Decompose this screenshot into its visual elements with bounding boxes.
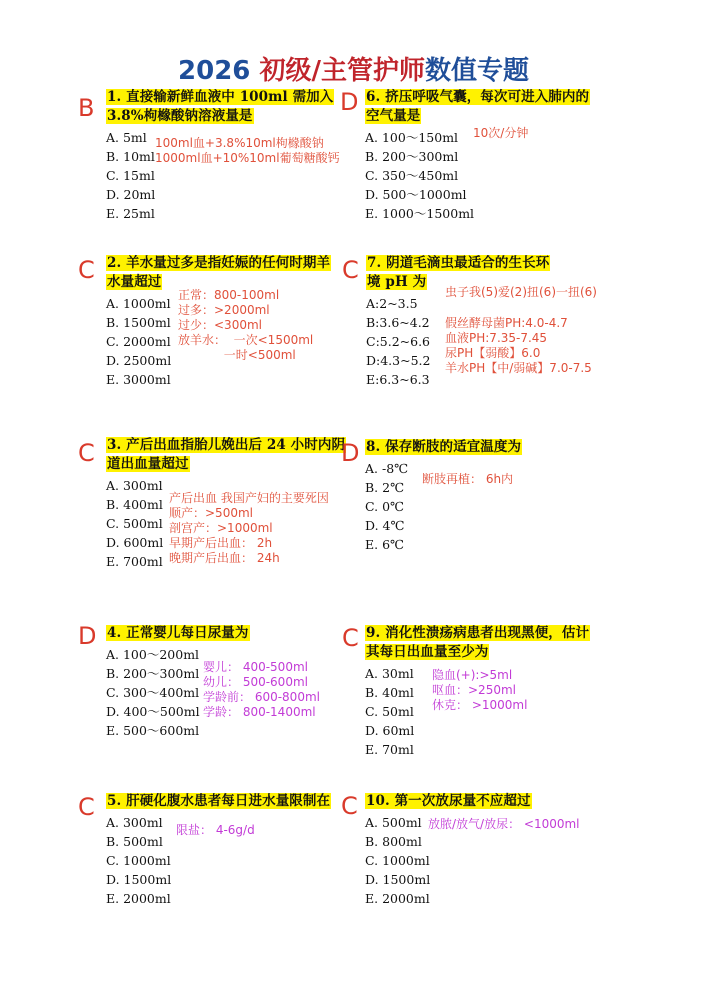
- question-line-1: 4. 正常婴儿每日尿量为: [107, 625, 249, 641]
- option-c: C. 2000ml: [106, 334, 171, 349]
- question-line-2: 3.8%枸橼酸钠溶液量是: [107, 108, 253, 124]
- option-b: B. 400ml: [106, 497, 163, 512]
- question-line-2: 其每日出血量至少为: [366, 644, 489, 660]
- option-d: D. 4℃: [365, 518, 405, 533]
- question-line-1: 8. 保存断肢的适宜温度为: [366, 439, 522, 455]
- option-a: A. 5ml: [106, 130, 147, 145]
- option-c: C. 0℃: [365, 499, 405, 514]
- annotation-line: 学龄： 800-1400ml: [203, 705, 316, 719]
- question-text: [106, 88, 351, 126]
- question-line-2: 境 pH 为: [367, 274, 427, 290]
- question-line-1: 2. 羊水量过多是指妊娠的任何时期羊: [107, 255, 331, 271]
- title-part2: 数值专题: [424, 56, 529, 86]
- answer-mark-q3: C: [78, 439, 95, 467]
- annotation-line: 休克： >1000ml: [432, 698, 528, 712]
- option-b: B:3.6~4.2: [366, 315, 430, 330]
- option-b: B. 2℃: [365, 480, 405, 495]
- option-b: B. 10ml: [106, 149, 155, 164]
- option-c: C. 1000ml: [106, 853, 171, 868]
- annotation-line: 限盐： 4-6g/d: [176, 823, 255, 837]
- options-list: [365, 128, 610, 223]
- annotation-line: 产后出血 我国产妇的主要死因: [169, 491, 329, 505]
- page-title: [0, 50, 707, 87]
- annotation-q1: [155, 136, 340, 166]
- option-e: E. 700ml: [106, 554, 163, 569]
- annotation-q10: [428, 817, 580, 832]
- annotation-q7-mnemonic: [445, 285, 597, 300]
- option-a: A. 100～150ml: [365, 130, 459, 145]
- annotation-line: 早期产后出血： 2h: [169, 536, 273, 550]
- annotation-q3: [169, 491, 329, 566]
- option-c: C. 350～450ml: [365, 168, 459, 183]
- option-b: B. 800ml: [365, 834, 422, 849]
- option-c: C. 300～400ml: [106, 685, 200, 700]
- annotation-line: 放羊水： 一次<1500ml: [178, 333, 314, 347]
- annotation-line: 放脓/放气/放尿： <1000ml: [428, 817, 580, 831]
- answer-mark-q6: D: [340, 88, 359, 116]
- annotation-line: 断肢再植： 6h内: [422, 472, 514, 486]
- annotation-line: 呕血：>250ml: [432, 683, 516, 697]
- answer-mark-q2: C: [78, 256, 95, 284]
- option-e: E. 3000ml: [106, 372, 171, 387]
- question-line-1: 6. 挤压呼吸气囊，每次可进入肺内的: [366, 89, 590, 105]
- question-text: [365, 88, 610, 126]
- option-c: C. 500ml: [106, 516, 163, 531]
- annotation-line: 100ml血+3.8%10ml枸橼酸钠: [155, 136, 324, 150]
- option-d: D. 60ml: [365, 723, 415, 738]
- option-a: A. 300ml: [106, 815, 163, 830]
- option-a: A. 500ml: [365, 815, 422, 830]
- annotation-line: 婴儿： 400-500ml: [203, 660, 308, 674]
- option-e: E:6.3~6.3: [366, 372, 430, 387]
- question-line-1: 7. 阴道毛滴虫最适合的生长环: [367, 255, 550, 271]
- annotation-line: 隐血(+):>5ml: [432, 668, 513, 682]
- question-text: [365, 792, 610, 811]
- option-b: B. 200～300ml: [365, 149, 459, 164]
- annotation-line: 假丝酵母菌PH:4.0-4.7: [445, 316, 568, 330]
- answer-mark-q8: D: [341, 439, 360, 467]
- option-d: D. 400～500ml: [106, 704, 200, 719]
- option-e: E. 6℃: [365, 537, 405, 552]
- option-c: C:5.2~6.6: [366, 334, 431, 349]
- annotation-line: 一时<500ml: [178, 348, 296, 362]
- answer-mark-q1: B: [78, 94, 95, 122]
- option-d: D. 600ml: [106, 535, 164, 550]
- option-a: A. 30ml: [365, 666, 414, 681]
- option-a: A. 1000ml: [106, 296, 171, 311]
- question-line-1: 1. 直接输新鲜血液中 100ml 需加入: [107, 89, 334, 105]
- annotation-line: 晚期产后出血： 24h: [169, 551, 280, 565]
- option-a: A. -8℃: [365, 461, 409, 476]
- annotation-q8: [422, 472, 513, 487]
- annotation-q4: [203, 660, 320, 720]
- annotation-q2: [178, 288, 313, 363]
- option-e: E. 1000～1500ml: [365, 206, 475, 221]
- annotation-line: 过少：<300ml: [178, 318, 262, 332]
- option-e: E. 500～600ml: [106, 723, 200, 738]
- annotation-q7: [445, 316, 592, 376]
- question-text: [106, 624, 351, 643]
- option-e: E. 70ml: [365, 742, 414, 757]
- option-d: D. 20ml: [106, 187, 156, 202]
- option-d: D. 1500ml: [365, 872, 431, 887]
- question-line-2: 道出血量超过: [107, 456, 189, 472]
- title-part1: 初级/主管护师: [259, 56, 425, 86]
- option-b: B. 40ml: [365, 685, 414, 700]
- annotation-line: 过多：>2000ml: [178, 303, 270, 317]
- annotation-line: 正常：800-100ml: [178, 288, 280, 302]
- option-b: B. 200～300ml: [106, 666, 200, 681]
- option-c: C. 1000ml: [365, 853, 430, 868]
- option-e: E. 2000ml: [365, 891, 430, 906]
- question-6: [365, 88, 610, 223]
- answer-mark-q9: C: [342, 624, 359, 652]
- annotation-line: 幼儿： 500-600ml: [203, 675, 308, 689]
- option-d: D. 1500ml: [106, 872, 172, 887]
- annotation-line: 羊水PH【中/弱碱】7.0-7.5: [445, 361, 592, 375]
- option-c: C. 15ml: [106, 168, 155, 183]
- annotation-q6: [473, 126, 528, 141]
- question-line-1: 9. 消化性溃疡病患者出现黑便，估计: [366, 625, 590, 641]
- question-text: [365, 438, 610, 457]
- question-text: [365, 624, 610, 662]
- question-line-2: 水量超过: [107, 274, 162, 290]
- annotation-line: 1000ml血+10%10ml葡萄糖酸钙: [155, 151, 340, 165]
- question-text: [106, 792, 351, 811]
- annotation-line: 虫子我(5)爱(2)扭(6)一扭(6): [445, 285, 597, 299]
- option-d: D. 500～1000ml: [365, 187, 467, 202]
- option-e: E. 25ml: [106, 206, 155, 221]
- answer-mark-q4: D: [78, 622, 97, 650]
- annotation-line: 10次/分钟: [473, 126, 529, 140]
- question-text: [106, 254, 351, 292]
- question-line-1: 10. 第一次放尿量不应超过: [366, 793, 531, 809]
- question-line-1: 5. 肝硬化腹水患者每日进水量限制在: [107, 793, 331, 809]
- answer-mark-q5: C: [78, 793, 95, 821]
- question-5: [106, 792, 351, 908]
- option-e: E. 2000ml: [106, 891, 171, 906]
- annotation-line: 尿PH【弱酸】6.0: [445, 346, 541, 360]
- annotation-line: 剖宫产：>1000ml: [169, 521, 273, 535]
- annotation-line: 顺产：>500ml: [169, 506, 253, 520]
- option-d: D. 2500ml: [106, 353, 172, 368]
- annotation-q9: [432, 668, 527, 713]
- question-line-2: 空气量是: [366, 108, 421, 124]
- title-year: 2026: [178, 56, 251, 86]
- answer-mark-q7: C: [342, 256, 359, 284]
- option-a: A. 100～200ml: [106, 647, 200, 662]
- annotation-line: 血液PH:7.35-7.45: [445, 331, 548, 345]
- option-b: B. 500ml: [106, 834, 163, 849]
- option-a: A:2~3.5: [366, 296, 418, 311]
- annotation-q5: [176, 823, 255, 838]
- question-line-1: 3. 产后出血指胎儿娩出后 24 小时内阴: [107, 437, 346, 453]
- question-8: [365, 438, 610, 554]
- option-b: B. 1500ml: [106, 315, 171, 330]
- question-text: [106, 436, 351, 474]
- option-a: A. 300ml: [106, 478, 163, 493]
- answer-mark-q10: C: [341, 792, 358, 820]
- annotation-line: 学龄前： 600-800ml: [203, 690, 320, 704]
- question-10: [365, 792, 610, 908]
- option-d: D:4.3~5.2: [366, 353, 431, 368]
- option-c: C. 50ml: [365, 704, 414, 719]
